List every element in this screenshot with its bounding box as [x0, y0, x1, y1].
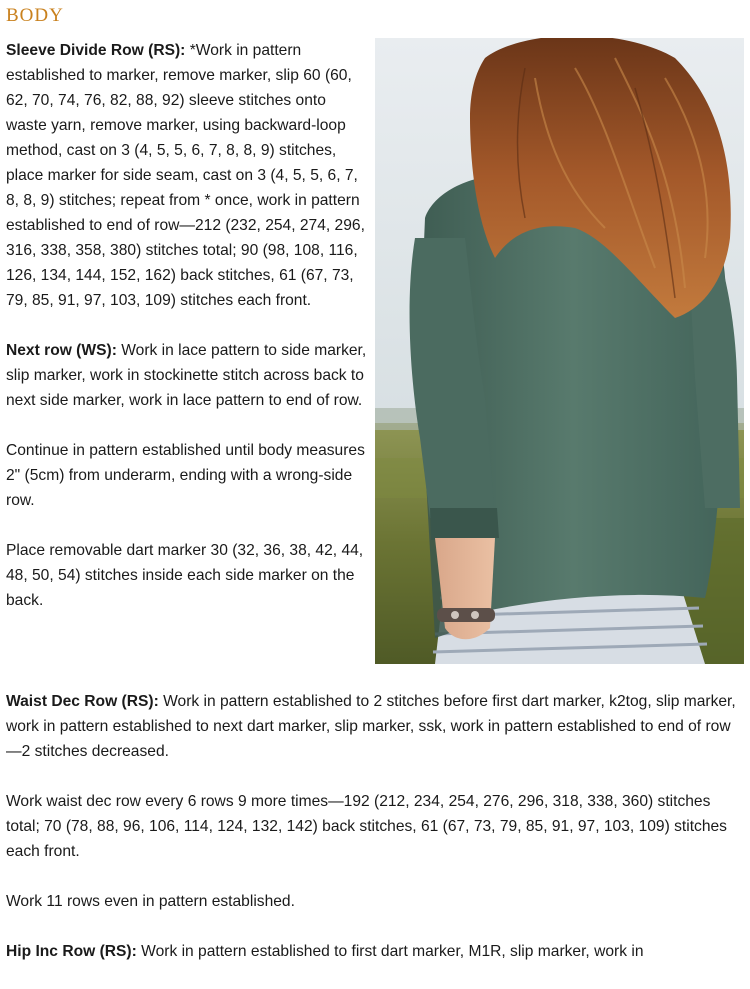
left-column-text	[6, 38, 368, 638]
paragraph-label: Waist Dec Row (RS):	[6, 693, 159, 710]
paragraph-text: Continue in pattern established until body measures 2" (5cm) from underarm, ending with a wrong-side row.	[6, 442, 365, 509]
paragraph-label: Next row (WS):	[6, 342, 117, 359]
paragraph-label: Hip Inc Row (RS):	[6, 943, 137, 960]
paragraph-text: Work in pattern established to 2 stitches before first dart marker, k2tog, slip marker, work in pattern established to next dart marker, slip marker, ssk, work in pattern established to end of row—2 stitches decreased.	[6, 693, 736, 760]
paragraph-next-row	[6, 338, 368, 413]
paragraph-text: *Work in pattern established to marker, remove marker, slip 60 (60, 62, 70, 74, 76, 82, 88, 92) sleeve stitches onto waste yarn, remove marker, using backward-loop method, cast on 3 (4, 5, 5, 6, 7, 8, 8, 9) stitches, place marker for side seam, cast on 3 (4, 5, 5, 6, 7, 8, 8, 9) stitches; repeat from * once, work in pattern established to end of row—212 (232, 254, 274, 296, 316, 338, 358, 380) stitches total; 90 (98, 108, 116, 126, 134, 144, 152, 162) back stitches, 61 (67, 73, 79, 85, 91, 97, 103, 109) stitches each front.	[6, 42, 365, 309]
paragraph-text: Work in pattern established to first dart marker, M1R, slip marker, work in	[136, 943, 644, 960]
paragraph-continue	[6, 438, 368, 513]
paragraph-text: Work waist dec row every 6 rows 9 more times—192 (212, 234, 254, 276, 296, 318, 338, 360) stitches total; 70 (78, 88, 96, 106, 114, 124, 132, 142) back stitches, 61 (67, 73, 79, 85, 91, 97, 103, 109) stitches each front.	[6, 793, 727, 860]
paragraph-waist-dec-repeat	[6, 789, 744, 864]
paragraph-rows-even	[6, 889, 744, 914]
paragraph-hip-inc-row	[6, 939, 744, 964]
sweater-photo	[375, 38, 744, 664]
section-title: BODY	[6, 5, 64, 26]
paragraph-label: Sleeve Divide Row (RS):	[6, 42, 186, 59]
paragraph-text: Work in lace pattern to side marker, slip marker, work in stockinette stitch across back to next side marker, work in lace pattern to end of row.	[6, 342, 367, 409]
paragraph-text: Work 11 rows even in pattern established.	[6, 893, 295, 910]
paragraph-dart-marker	[6, 538, 368, 613]
paragraph-sleeve-divide-row	[6, 38, 368, 313]
paragraph-waist-dec-row	[6, 689, 744, 764]
full-width-text	[6, 689, 744, 989]
sweater-photo-illustration	[375, 38, 744, 664]
paragraph-text: Place removable dart marker 30 (32, 36, 38, 42, 44, 48, 50, 54) stitches inside each side marker on the back.	[6, 542, 364, 609]
